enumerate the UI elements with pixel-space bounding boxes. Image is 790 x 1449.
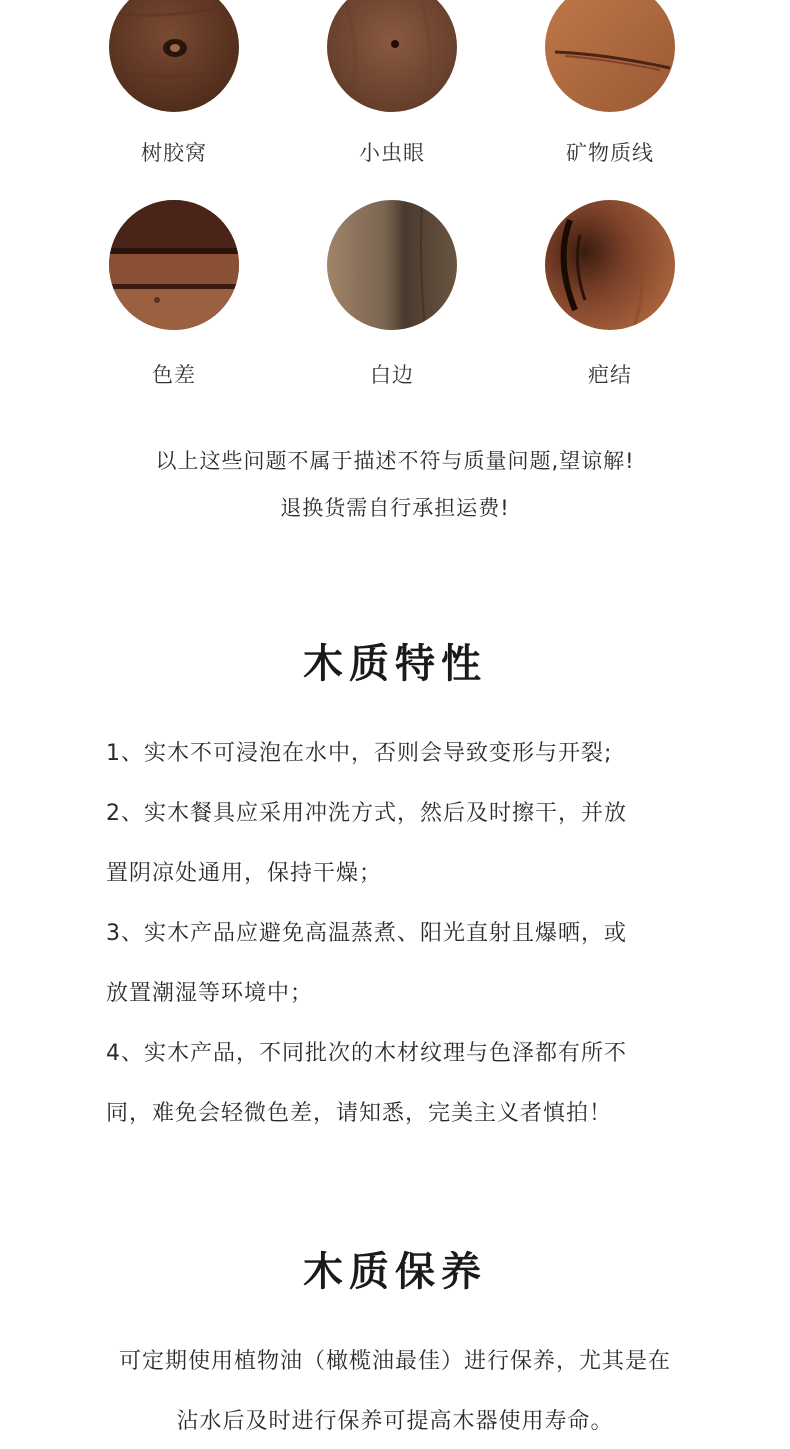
care-line: 沾水后及时进行保养可提高木器使用寿命。	[176, 1409, 614, 1434]
resin-pocket-image	[109, 0, 239, 112]
knot-image	[545, 200, 675, 330]
properties-title: 木质特性	[303, 641, 487, 687]
pinhole-image	[327, 0, 457, 112]
color-variation-image	[109, 200, 239, 330]
properties-line: 放置潮湿等环境中；	[106, 981, 314, 1006]
notice-line-2: 退换货需自行承担运费!	[280, 496, 510, 520]
defect-label-mineral-streak: 矿物质线	[566, 141, 654, 165]
sapwood-edge-image	[327, 200, 457, 330]
defect-label-color-variation: 色差	[152, 363, 196, 387]
care-line: 可定期使用植物油（橄榄油最佳）进行保养，尤其是在	[118, 1349, 671, 1374]
defect-label-pinhole: 小虫眼	[359, 141, 425, 165]
properties-line: 4、实木产品，不同批次的木材纹理与色泽都有所不	[106, 1041, 627, 1066]
properties-line: 2、实木餐具应采用冲洗方式，然后及时擦干，并放	[106, 801, 627, 826]
properties-line: 3、实木产品应避免高温蒸煮、阳光直射且爆晒，或	[106, 921, 627, 946]
properties-line: 同，难免会轻微色差，请知悉，完美主义者慎拍！	[106, 1101, 613, 1126]
properties-line: 1、实木不可浸泡在水中，否则会导致变形与开裂;	[106, 741, 613, 766]
defect-label-sapwood-edge: 白边	[370, 363, 414, 387]
properties-line: 置阴凉处通用，保持干燥；	[106, 861, 383, 886]
defect-label-knot: 疤结	[588, 363, 632, 387]
notice-line-1: 以上这些问题不属于描述不符与质量问题,望谅解!	[155, 449, 635, 473]
defect-label-resin-pocket: 树胶窝	[141, 141, 207, 165]
care-title: 木质保养	[303, 1249, 487, 1295]
mineral-streak-image	[545, 0, 675, 112]
